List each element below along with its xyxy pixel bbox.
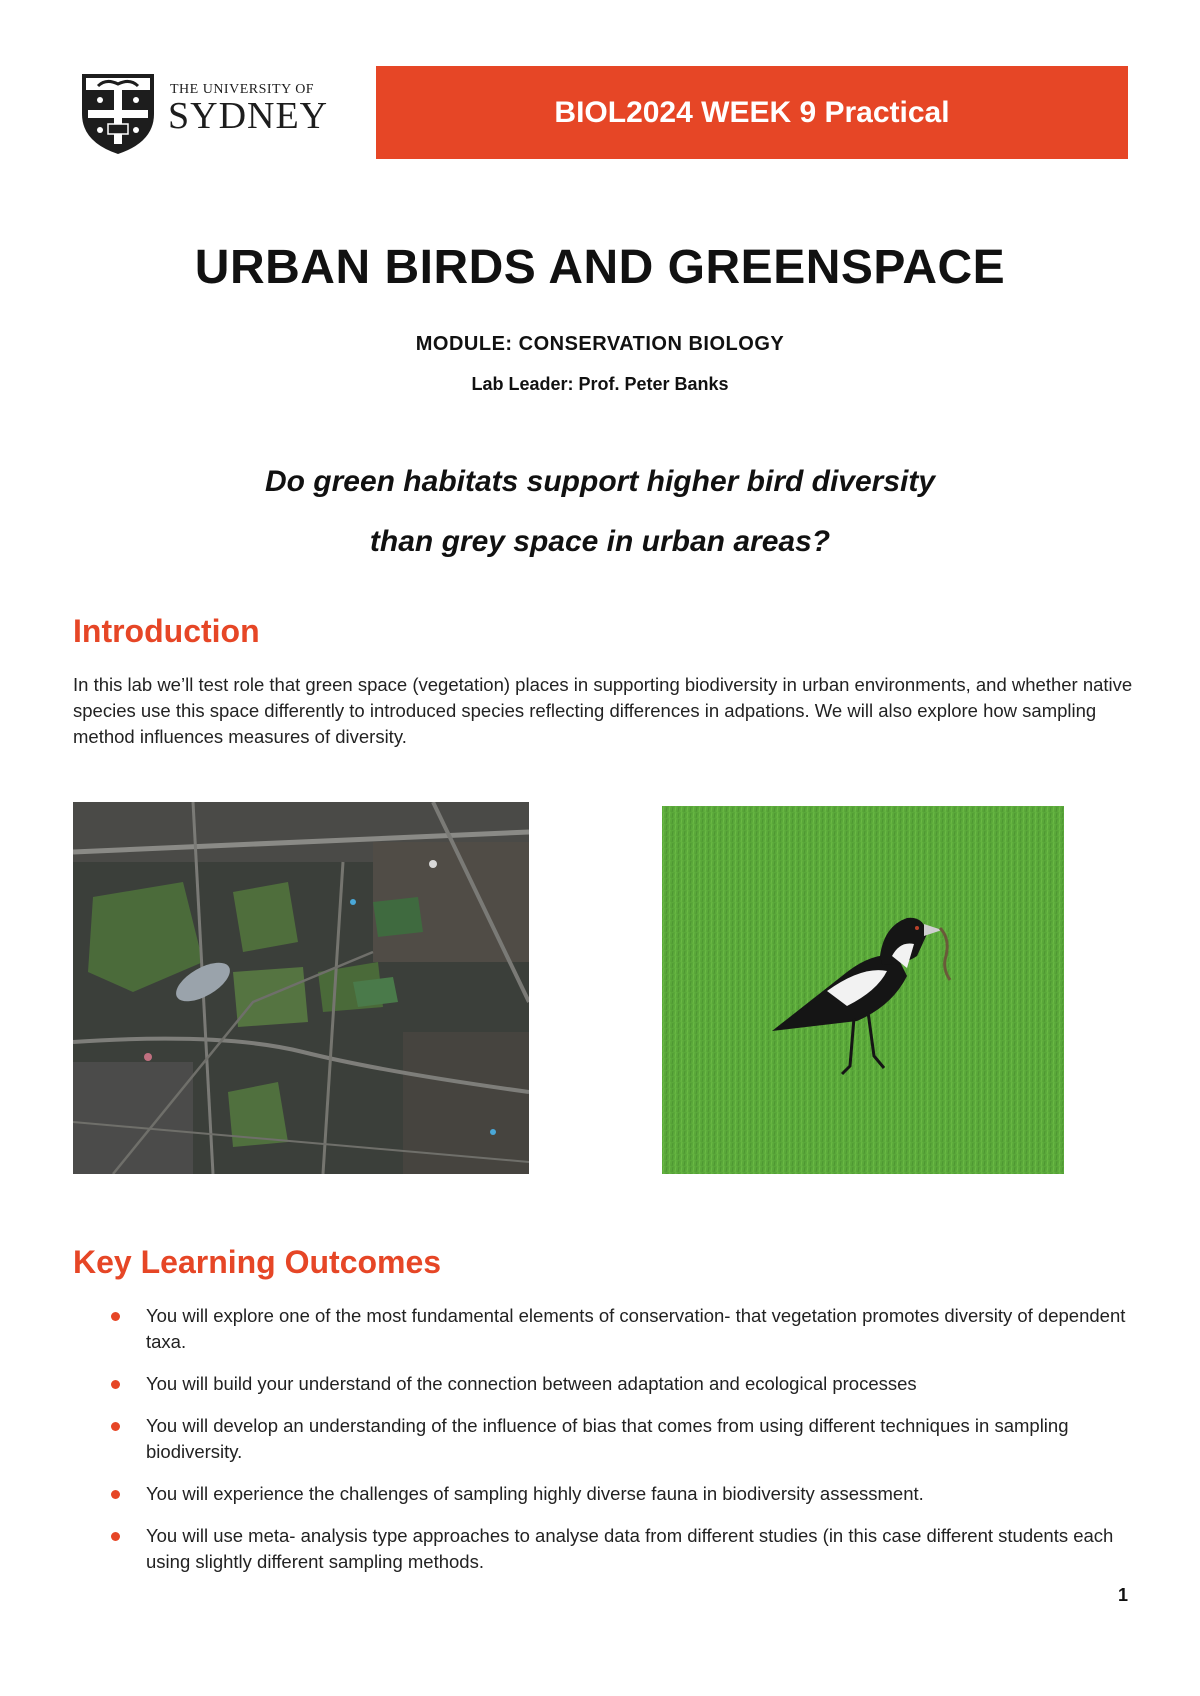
bullet-icon [111,1422,120,1431]
magpie-graphic [662,806,1064,1174]
satellite-map-image [73,802,529,1174]
magpie-photo [662,806,1064,1174]
bullet-icon [111,1532,120,1541]
list-item [108,1481,1138,1507]
course-banner: BIOL2024 WEEK 9 Practical [376,66,1128,159]
bullet-icon [111,1490,120,1499]
list-item [108,1371,1138,1397]
bullet-icon [111,1312,120,1321]
lab-leader: Lab Leader: Prof. Peter Banks [471,374,729,394]
key-learning-outcomes-heading: Key Learning Outcomes [73,1244,442,1280]
learning-outcomes-list [108,1303,1138,1591]
list-item [108,1303,1138,1355]
list-item-text: You will use meta- analysis type approaches to analyse data from different studies (in this case different students each using slightly different sampling methods. [146,1525,1114,1572]
module-label: MODULE: CONSERVATION BIOLOGY [415,333,785,355]
bullet-icon [111,1380,120,1389]
list-item [108,1523,1138,1575]
research-question [0,452,1200,572]
logo-text-line2: SYDNEY [168,95,329,137]
research-question-line1: Do green habitats support higher bird diversity [264,465,936,498]
introduction-heading: Introduction [73,613,260,649]
introduction-text: In this lab we’ll test role that green space (vegetation) places in supporting biodiversity in urban environments, and whether native species use this space differently to introduced species reflecting differences in adpations. We will also explore how sampling method influences measures of diversity. [73,674,1133,747]
logo-text-line1: THE UNIVERSITY OF [170,82,315,97]
list-item-text: You will explore one of the most fundamental elements of conservation- that vegetation promotes diversity of dependent taxa. [146,1305,1126,1352]
list-item [108,1413,1138,1465]
list-item-text: You will develop an understanding of the influence of bias that comes from using different techniques in sampling biodiversity. [146,1415,1069,1462]
research-question-line2: than grey space in urban areas? [369,525,831,558]
list-item-text: You will build your understand of the connection between adaptation and ecological processes [146,1373,917,1394]
page-number: 1 [1118,1585,1129,1605]
crest-icon [78,70,158,156]
page-title: URBAN BIRDS AND GREENSPACE [194,241,1006,294]
list-item-text: You will experience the challenges of sampling highly diverse fauna in biodiversity assessment. [146,1483,924,1504]
satellite-map-graphic [73,802,529,1174]
university-logo [78,70,338,158]
